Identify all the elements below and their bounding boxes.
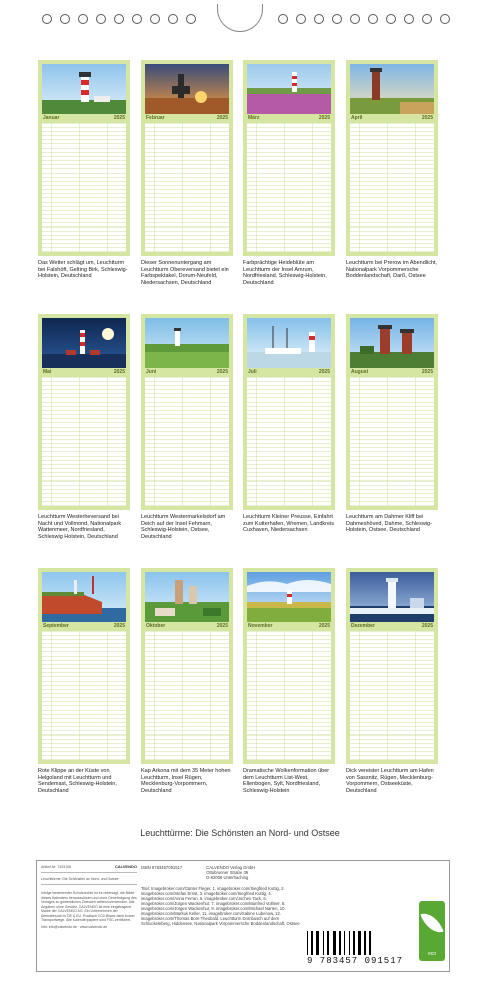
binding-ring [386, 14, 396, 24]
binding-ring [186, 14, 196, 24]
month-8 [346, 314, 438, 534]
lighthouse-photo [145, 64, 229, 114]
barcode-bar [333, 931, 336, 955]
month-name: November [248, 623, 273, 629]
barcode [307, 931, 419, 965]
product-info-left [41, 865, 137, 929]
binding-ring [42, 14, 52, 24]
lighthouse-photo [145, 572, 229, 622]
binding-ring [132, 14, 142, 24]
month-5 [38, 314, 130, 540]
lighthouse-photo [247, 572, 331, 622]
month-11 [243, 568, 335, 794]
month-card [243, 314, 335, 510]
lighthouse-photo [247, 318, 331, 368]
day-grid [350, 123, 434, 252]
month-header [247, 115, 331, 122]
month-card [38, 60, 130, 256]
barcode-bar [316, 931, 319, 955]
barcode-digits: 9 783457 091517 [307, 956, 404, 966]
photo-caption: Dick vereister Leuchtturm am Hafen von Sassnitz, Rügen, Mecklenburg-Vorpommern, Ostseeküste, Deutschland [346, 768, 434, 794]
month-10 [141, 568, 233, 794]
binding-ring [440, 14, 450, 24]
barcode-bar [325, 931, 326, 955]
binding-ring [350, 14, 360, 24]
binding-ring [296, 14, 306, 24]
barcode-bar [311, 931, 313, 955]
contact-line: Info: info@calvendo.de · www.calvendo.de [41, 924, 108, 929]
legal-description: Infolge bestehender Schutzrechte ist es untersagt, die Bilder dieses Kalenders herauszulösen und ohne Genehmigung des Verlages zu gewerblichen Zwecken weiterzuverwenden. Alle Angaben ohne Gewähr. CALVENDO ist eine eingetragene Marke der CALVENDO AG. Ein Unternehmen der Ammabesuch in DE & EU. Postfach CO2-Bilanz dank kurzer Transportwege. Alle Kalenderpapiere sind FSC-zertifiziert. [41, 891, 137, 922]
month-12 [346, 568, 438, 794]
month-year: 2025 [421, 369, 433, 375]
binding-ring [422, 14, 432, 24]
day-grid [145, 123, 229, 252]
month-4 [346, 60, 438, 280]
barcode-bar [327, 931, 329, 955]
binding-ring [278, 14, 288, 24]
barcode-bar [342, 931, 343, 955]
month-card [243, 60, 335, 256]
eco-badge [419, 901, 445, 961]
month-year: 2025 [421, 623, 433, 629]
day-grid [42, 377, 126, 506]
lighthouse-photo [42, 64, 126, 114]
photo-caption: Rote Klippe an der Küste von Helgoland mit Leuchtturm und Sendemast, Schleswig-Holstein, Deutschland [38, 768, 117, 794]
day-grid [247, 631, 331, 760]
isbn: ISBN 9783457091517 [141, 865, 183, 870]
month-header [42, 623, 126, 630]
article-number: Artikel-Nr. 7433106 [41, 865, 71, 869]
month-header [350, 369, 434, 376]
month-name: April [351, 115, 363, 121]
photo-caption: Leuchtturm Kleiner Preusse, Einfahrt zum Kutterhafen, Wremen, Landkreis Cuxhaven, Niedersachsen [243, 514, 334, 534]
month-card [38, 568, 130, 764]
month-year: 2025 [421, 115, 433, 121]
month-2 [141, 60, 233, 286]
barcode-bar [307, 931, 308, 955]
barcode-bar [356, 931, 357, 955]
month-card [141, 314, 233, 510]
photo-caption: Leuchtturm bei Prerow im Abendlicht, Nationalpark Vorpommersche Boddenlandschaft, Darß, Ostsee [346, 260, 438, 280]
binding-ring [96, 14, 106, 24]
binding-ring [150, 14, 160, 24]
month-name: August [351, 369, 369, 375]
lighthouse-photo [247, 64, 331, 114]
lighthouse-photo [350, 318, 434, 368]
month-year: 2025 [113, 623, 125, 629]
month-year: 2025 [216, 369, 228, 375]
barcode-bar [362, 931, 363, 955]
binding-ring [314, 14, 324, 24]
lighthouse-photo [42, 572, 126, 622]
month-year: 2025 [318, 115, 330, 121]
lighthouse-photo [145, 318, 229, 368]
month-name: Juni [146, 369, 157, 375]
month-year: 2025 [216, 115, 228, 121]
month-year: 2025 [113, 369, 125, 375]
month-name: Februar [146, 115, 165, 121]
month-header [145, 623, 229, 630]
barcode-bars [307, 931, 419, 955]
barcode-bar [367, 931, 368, 955]
binding-ring [114, 14, 124, 24]
barcode-bar [309, 931, 310, 955]
barcode-bar [353, 931, 355, 955]
lighthouse-photo [350, 572, 434, 622]
day-grid [145, 631, 229, 760]
binding-ring [404, 14, 414, 24]
day-grid [247, 123, 331, 252]
month-name: September [43, 623, 69, 629]
lighthouse-photo [42, 318, 126, 368]
barcode-bar [372, 931, 373, 955]
binding-ring [168, 14, 178, 24]
day-grid [350, 631, 434, 760]
barcode-bar [351, 931, 352, 955]
month-card [243, 568, 335, 764]
day-grid [247, 377, 331, 506]
month-card [346, 568, 438, 764]
day-grid [42, 123, 126, 252]
publisher-address: CALVENDO Verlag GmbH Ottobrunner Straße 39 D-82008 Unterhaching [206, 865, 256, 880]
month-card [141, 60, 233, 256]
leaf-icon [420, 909, 443, 937]
month-3 [243, 60, 335, 286]
photo-caption: Dramatische Wolkenformation über dem Leuchtturm List-West, Ellenbogen, Sylt, Nordfriesland, Schleswig-Holstein [243, 768, 330, 794]
month-year: 2025 [318, 369, 330, 375]
eco-label: eco [427, 951, 437, 957]
binding-ring [368, 14, 378, 24]
photo-caption: Dieser Sonnenuntergang am Leuchtturm Obereversand bietet ein Farbspektakel, Dorum-Neufeld, Niedersachsen, Deutschland [141, 260, 229, 286]
day-grid [42, 631, 126, 760]
photo-caption: Farbprächtige Heideblüte am Leuchtturm der Insel Amrum, Nordfriesland, Schleswig-Holstein, Deutschland [243, 260, 327, 286]
month-name: Dezember [351, 623, 375, 629]
month-year: 2025 [216, 623, 228, 629]
photo-caption: Das Wetter schlägt um, Leuchtturm bei Falshöft, Gelting Birk, Schleswig-Holstein, Deutschland [38, 260, 128, 280]
photo-caption: Leuchtturm Westermarkelsdorf am Deich auf der Insel Fehmarn, Schleswig-Holstein, Ostsee, Deutschland [141, 514, 226, 540]
month-header [350, 623, 434, 630]
month-name: März [248, 115, 260, 121]
photo-caption: Kap Arkona mit dem 35 Meter hohen Leuchtturm, Insel Rügen, Mecklenburg-Vorpommern, Deutschland [141, 768, 231, 794]
month-9 [38, 568, 130, 794]
product-info-right [141, 865, 391, 926]
day-grid [350, 377, 434, 506]
month-header [42, 115, 126, 122]
photo-caption: Leuchtturm Westerheversand bei Nacht und Vollmond, Nationalpark Wattenmeer, Nordfriesland, Schleswig Holstein, Deutschland [38, 514, 122, 540]
month-card [141, 568, 233, 764]
month-7 [243, 314, 335, 534]
calendar-title: Leuchttürme: Die Schönsten an Nord- und Ostsee [140, 828, 340, 838]
photo-caption: Leuchtturm am Dahmer Kliff bei Dahmeshöved, Dahme, Schleswig-Holstein, Ostsee, Deutschland [346, 514, 432, 534]
hanger-hole [217, 4, 263, 32]
month-1 [38, 60, 130, 280]
month-card [346, 60, 438, 256]
month-6 [141, 314, 233, 540]
binding-ring [332, 14, 342, 24]
barcode-bar [369, 931, 371, 955]
month-year: 2025 [318, 623, 330, 629]
month-name: Oktober [146, 623, 166, 629]
barcode-bar [344, 931, 345, 955]
month-name: Januar [43, 115, 60, 121]
month-name: Mai [43, 369, 52, 375]
month-header [247, 369, 331, 376]
month-header [145, 115, 229, 122]
binding-ring [60, 14, 70, 24]
binding-ring [78, 14, 88, 24]
month-name: Juli [248, 369, 257, 375]
barcode-bar [314, 931, 315, 955]
publisher-logo: CALVENDO [114, 864, 137, 869]
month-card [38, 314, 130, 510]
lighthouse-photo [350, 64, 434, 114]
barcode-bar [330, 931, 332, 955]
product-title: Leuchttürme: Die Schönsten an Nord- und Ostsee [41, 877, 137, 886]
barcode-bar [320, 931, 322, 955]
month-header [350, 115, 434, 122]
barcode-bar [358, 931, 361, 955]
product-info-panel [36, 860, 450, 972]
image-credits: Titel: Imagebroker.com/Günter Fleger, 1. imagebroker.com/Siegfried Kuttig, 2. imagebroker.com/Stefan Ernst, 3. imagebroker.com/Siegfried Kuttig, 4. imagebroker.com/Anna Ferrari, 5. imagebroker.com/Jochen Tack, 6. imagebroker.com/Jürgen Wackenhut, 7. imagebroker.com/Manfred Vollmer, 8. imagebroker.com/Jürgen Wackenhut, 9. imagebroker.com/Michael Narten, 10. imagebroker.com/Markus Keller, 11. imagebroker.com/Sabine Lubenow, 12. imagebroker.com/Thomas Bom-Theobald. Leuchtturm Dornbusch auf dem Schluckeleberg, Hiddensee, Nationalpark Vorpommersche Boddenlandschaft, Ostsee [141, 886, 300, 926]
spiral-binding [0, 12, 480, 32]
barcode-bar [364, 931, 366, 955]
barcode-bar [339, 931, 341, 955]
month-year: 2025 [113, 115, 125, 121]
month-header [42, 369, 126, 376]
barcode-bar [349, 931, 350, 955]
month-header [145, 369, 229, 376]
month-header [247, 623, 331, 630]
barcode-bar [323, 931, 324, 955]
day-grid [145, 377, 229, 506]
month-card [346, 314, 438, 510]
barcode-bar [346, 931, 348, 955]
barcode-bar [337, 931, 338, 955]
